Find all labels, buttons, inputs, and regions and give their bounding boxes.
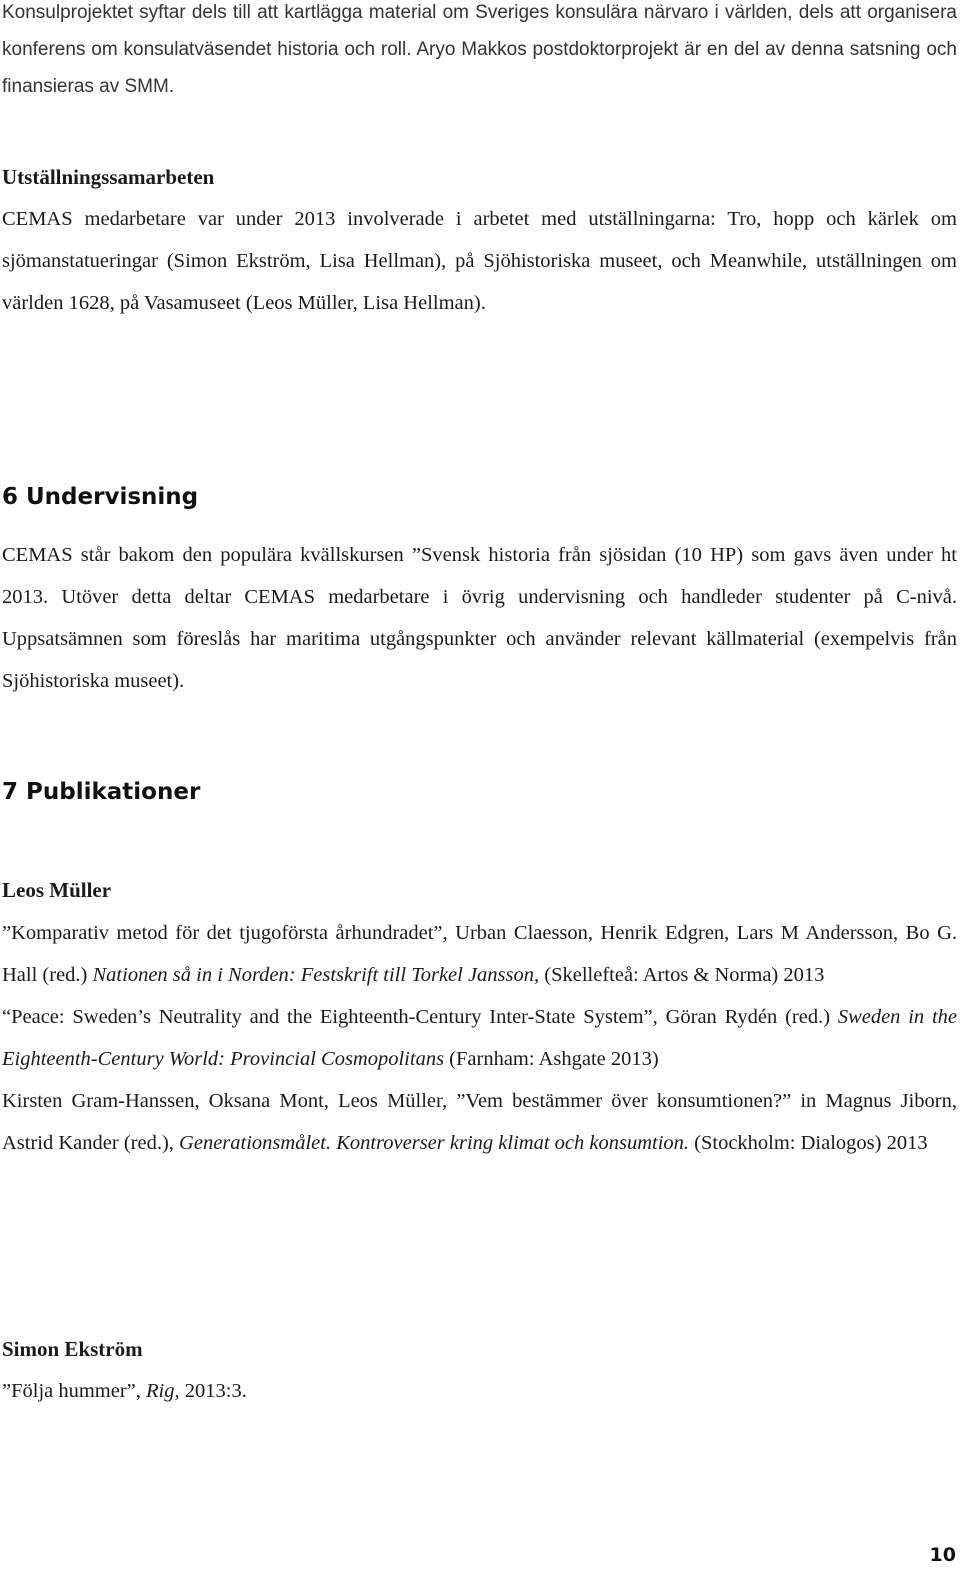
- publication-list-leos-muller: [2, 912, 957, 1164]
- publications-heading: 7 Publikationer: [2, 779, 201, 805]
- author-name-simon-ekstrom: Simon Ekström: [2, 1337, 143, 1361]
- publication-entry: Kirsten Gram-Hanssen, Oksana Mont, Leos Müller, ”Vem bestämmer över konsumtionen?” in Magnus Jiborn, Astrid Kander (red.), Generationsmålet. Kontroverser kring klimat och konsumtion. (Stockholm: Dialogos) 2013: [2, 1090, 957, 1154]
- teaching-paragraph: CEMAS står bakom den populära kvällskursen ”Svensk historia från sjösidan (10 HP) som gavs även under ht 2013. Utöver detta deltar CEMAS medarbetare i övrig undervisning och handleder studenter på C-nivå. Uppsatsämnen som föreslås har maritima utgångspunkter och använder relevant källmaterial (exempelvis från Sjöhistoriska museet).: [2, 544, 957, 692]
- publication-entry: ”Följa hummer”, Rig, 2013:3.: [2, 1380, 247, 1402]
- page-number: 10: [929, 1544, 956, 1566]
- publication-list-simon-ekstrom: [2, 1370, 957, 1412]
- author-name-leos-muller: Leos Müller: [2, 878, 112, 902]
- exhibitions-paragraph: CEMAS medarbetare var under 2013 involverade i arbetet med utställningarna: Tro, hopp och kärlek om sjömanstatueringar (Simon Ekström, Lisa Hellman), på Sjöhistoriska museet, och Meanwhile, utställningen om världen 1628, på Vasamuseet (Leos Müller, Lisa Hellman).: [2, 208, 957, 314]
- publication-entry: ”Komparativ metod för det tjugoförsta århundradet”, Urban Claesson, Henrik Edgren, Lars M Andersson, Bo G. Hall (red.) Nationen så in i Norden: Festskrift till Torkel Jansson, (Skellefteå: Artos & Norma) 2013: [2, 922, 957, 986]
- exhibitions-heading: Utställningssamarbeten: [2, 165, 215, 189]
- teaching-heading: 6 Undervisning: [2, 484, 199, 510]
- intro-paragraph: Konsulprojektet syftar dels till att kartlägga material om Sveriges konsulära närvaro i världen, dels att organisera konferens om konsulatväsendet historia och roll. Aryo Makkos postdoktorprojekt är en del av denna satsning och finansieras av SMM.: [2, 2, 957, 97]
- publication-entry: “Peace: Sweden’s Neutrality and the Eighteenth-Century Inter-State System”, Göran Rydén (red.) Sweden in the Eighteenth-Century World: Provincial Cosmopolitans (Farnham: Ashgate 2013): [2, 1006, 957, 1070]
